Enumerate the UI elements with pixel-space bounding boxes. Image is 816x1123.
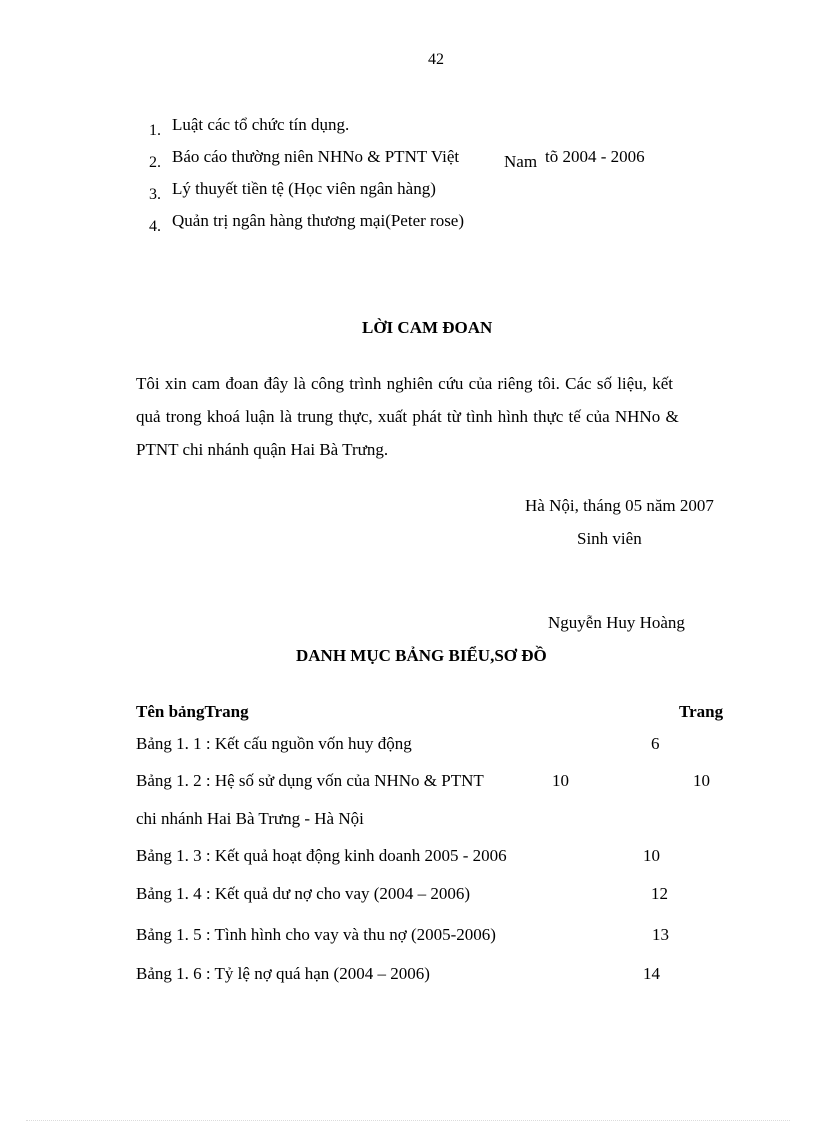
- reference-text: Lý thuyết tiền tệ (Học viên ngân hàng): [172, 179, 436, 198]
- reference-text: Quản trị ngân hàng thương mại(Peter rose): [172, 211, 465, 230]
- signer-name: Nguyễn Huy Hoàng: [548, 613, 685, 632]
- table-entry-label: Bảng 1. 4 : Kết quả dư nợ cho vay (2004 – 2006): [136, 884, 471, 903]
- reference-text: Luật các tổ chức tín dụng.: [172, 115, 350, 134]
- page-number: 42: [428, 51, 444, 68]
- tables-list-title: DANH MỤC BẢNG BIỂU,SƠ ĐỒ: [296, 646, 547, 665]
- table-entry-label: Bảng 1. 6 : Tỷ lệ nợ quá hạn (2004 – 2006): [136, 964, 430, 983]
- table-entry-page: 6: [651, 734, 660, 753]
- table-entry-page: 12: [651, 884, 668, 903]
- reference-number: 1.: [149, 122, 161, 139]
- tables-header-right: Trang: [679, 702, 724, 721]
- table-entry-page: 13: [652, 925, 669, 944]
- table-entry-page: 10: [643, 846, 660, 865]
- reference-number: 4.: [149, 218, 161, 235]
- reference-text-sub: Nam: [504, 152, 538, 171]
- table-entry-label: Bảng 1. 3 : Kết quả hoạt động kinh doanh 2005 - 2006: [136, 846, 507, 865]
- page-bottom-divider: [26, 1120, 790, 1121]
- table-entry-page: 10: [552, 771, 569, 790]
- declaration-line: quả trong khoá luận là trung thực, xuất phát từ tình hình thực tế của NHNo &: [136, 407, 679, 426]
- reference-number: 2.: [149, 154, 161, 171]
- reference-text-end: tõ 2004 - 2006: [545, 147, 645, 166]
- table-entry-page-right: 10: [693, 771, 710, 790]
- signer-role: Sinh viên: [577, 529, 642, 548]
- table-entry-label: Bảng 1. 1 : Kết cấu nguồn vốn huy động: [136, 734, 412, 753]
- declaration-line: Tôi xin cam đoan đây là công trình nghiên cứu của riêng tôi. Các số liệu, kết: [136, 374, 673, 393]
- declaration-line: PTNT chi nhánh quận Hai Bà Trưng.: [136, 440, 389, 459]
- table-entry-continuation: chi nhánh Hai Bà Trưng - Hà Nội: [136, 809, 364, 828]
- reference-text: Báo cáo thường niên NHNo & PTNT Việt: [172, 147, 460, 166]
- place-date: Hà Nội, tháng 05 năm 2007: [525, 496, 714, 515]
- table-entry-label: Bảng 1. 5 : Tình hình cho vay và thu nợ (2005-2006): [136, 925, 496, 944]
- tables-header-left: Tên bảngTrang: [136, 702, 249, 721]
- declaration-title: LỜI CAM ĐOAN: [362, 318, 493, 337]
- table-entry-label: Bảng 1. 2 : Hệ số sử dụng vốn của NHNo & PTNT: [136, 771, 484, 790]
- reference-number: 3.: [149, 186, 161, 203]
- table-entry-page: 14: [643, 964, 660, 983]
